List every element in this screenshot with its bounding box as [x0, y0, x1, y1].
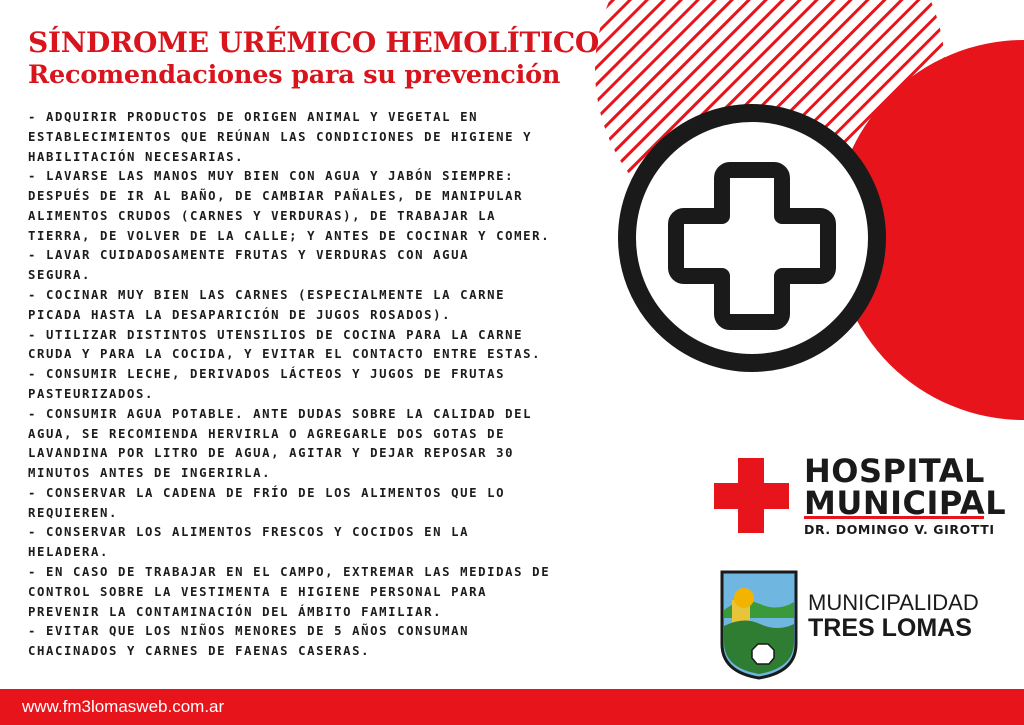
- recommendation-item: - EN CASO DE TRABAJAR EN EL CAMPO, EXTREMAR LAS MEDIDAS DE CONTROL SOBRE LA VESTIMENTA E HIGIENE PERSONAL PARA PREVENIR LA CONTAMINACIÓN DEL ÁMBITO FAMILIAR.: [28, 564, 551, 619]
- recommendation-item: - ADQUIRIR PRODUCTOS DE ORIGEN ANIMAL Y VEGETAL EN ESTABLECIMIENTOS QUE REÚNAN LAS CONDICIONES DE HIGIENE Y HABILITACIÓN NECESARIAS.: [28, 110, 533, 164]
- hospital-doctor-name: DR. DOMINGO V. GIROTTI: [804, 522, 995, 537]
- medical-cross-icon: [627, 113, 877, 363]
- recommendation-item: - CONSERVAR LOS ALIMENTOS FRESCOS Y COCIDOS EN LA HELADERA.: [28, 525, 470, 560]
- footer-url: www.fm3lomasweb.com.ar: [22, 697, 225, 716]
- municipality-name-line-2: TRES LOMAS: [808, 614, 972, 642]
- recommendation-item: - CONSUMIR AGUA POTABLE. ANTE DUDAS SOBRE LA CALIDAD DEL AGUA, SE RECOMIENDA HERVIRLA O AGREGARLE DOS GOTAS DE LAVANDINA POR LITRO DE AGUA, AGITAR Y DEJAR REPOSAR 30 MINUTOS ANTES DE INGERIRLA.: [28, 406, 533, 481]
- recommendations-list: [28, 108, 618, 662]
- recommendation-item: - CONSUMIR LECHE, DERIVADOS LÁCTEOS Y JUGOS DE FRUTAS PASTEURIZADOS.: [28, 367, 506, 401]
- title-line-2: Recomendaciones para su prevención: [28, 60, 561, 90]
- recommendation-item: - LAVAR CUIDADOSAMENTE FRUTAS Y VERDURAS CON AGUA SEGURA.: [28, 248, 470, 283]
- title-line-1: SÍNDROME URÉMICO HEMOLÍTICO: [28, 26, 599, 59]
- recommendation-item: - EVITAR QUE LOS NIÑOS MENORES DE 5 AÑOS CONSUMAN CHACINADOS Y CARNES DE FAENAS CASERAS.: [28, 624, 470, 659]
- recommendation-item: - CONSERVAR LA CADENA DE FRÍO DE LOS ALIMENTOS QUE LO REQUIEREN.: [28, 485, 506, 520]
- hospital-cross-icon: [714, 458, 789, 533]
- hospital-name-line-2: MUNICIPAL: [804, 484, 1007, 522]
- hospital-name-line-1: HOSPITAL: [804, 452, 985, 490]
- recommendation-item: - COCINAR MUY BIEN LAS CARNES (ESPECIALMENTE LA CARNE PICADA HASTA LA DESAPARICIÓN DE JUGOS ROSADOS).: [28, 288, 506, 322]
- recommendation-item: - LAVARSE LAS MANOS MUY BIEN CON AGUA Y JABÓN SIEMPRE: DESPUÉS DE IR AL BAÑO, DE CAMBIAR PAÑALES, DE MANIPULAR ALIMENTOS CRUDOS (CARNES Y VERDURAS), DE TRABAJAR LA TIERRA, DE VOLVER DE LA CALLE; Y ANTES DE COCINAR Y COMER.: [28, 169, 551, 243]
- recommendation-item: - UTILIZAR DISTINTOS UTENSILIOS DE COCINA PARA LA CARNE CRUDA Y PARA LA COCIDA, Y EVITAR EL CONTACTO ENTRE ESTAS.: [28, 327, 542, 362]
- municipality-name-line-1: MUNICIPALIDAD: [808, 590, 979, 615]
- footer-bar: [0, 689, 1024, 725]
- municipal-shield-icon: [722, 572, 796, 678]
